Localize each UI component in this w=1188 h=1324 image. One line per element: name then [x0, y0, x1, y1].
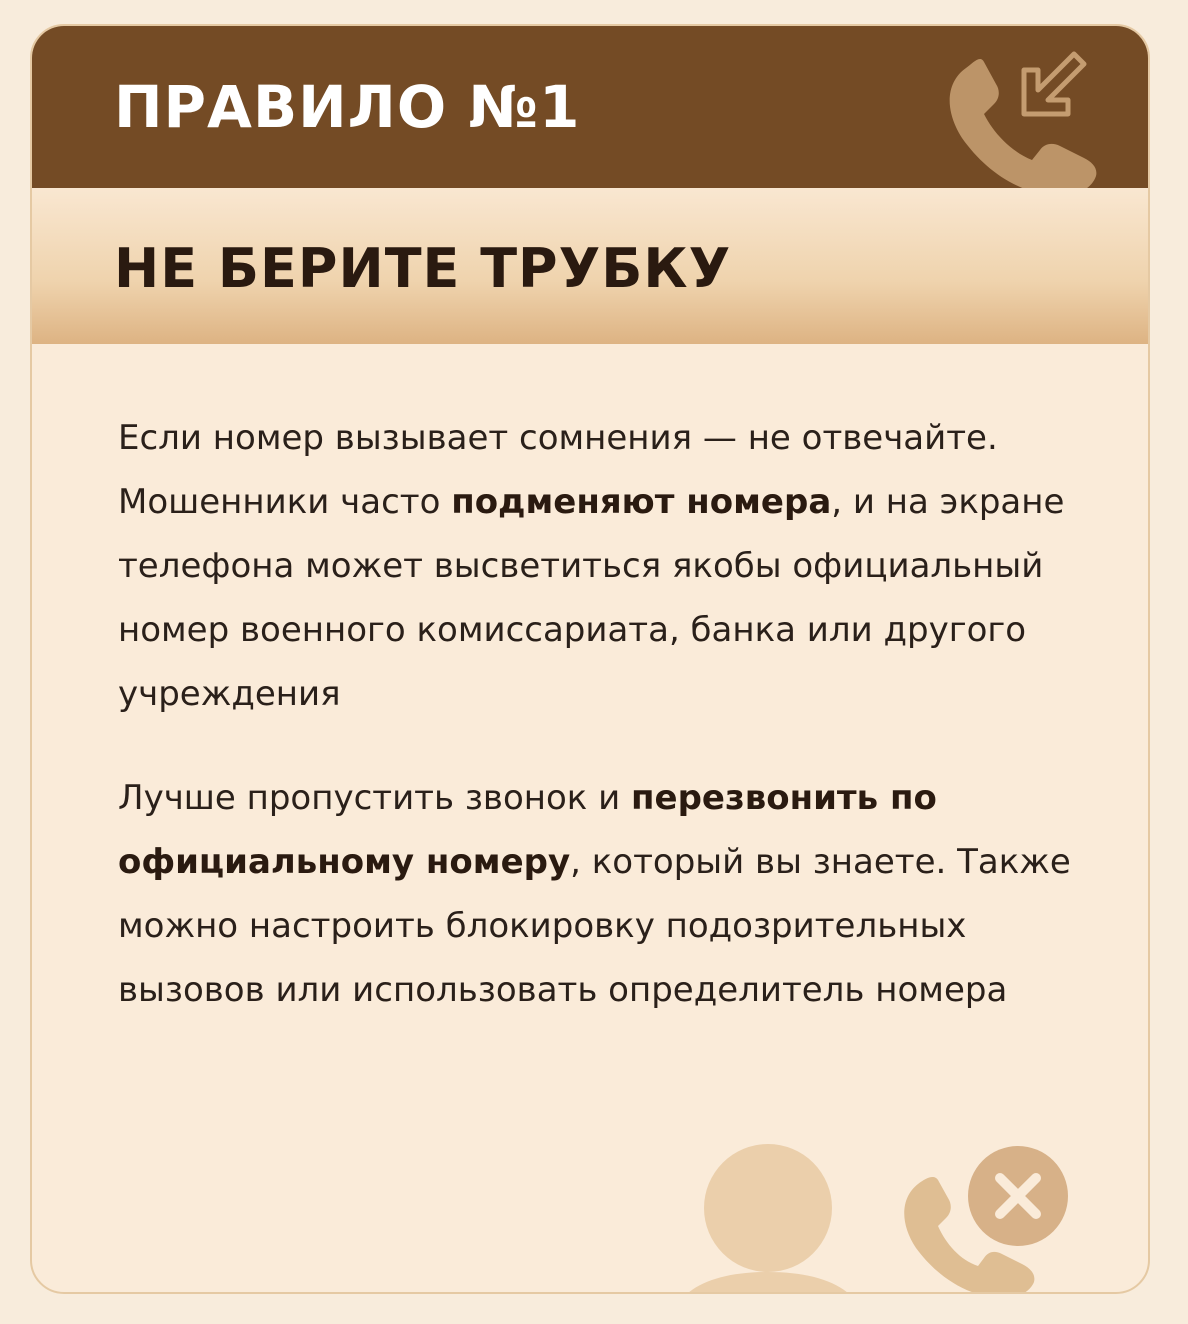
paragraph-text: Лучше пропустить звонок и: [118, 778, 632, 818]
paragraph-text: , который вы знаете. Также можно настроить блокировку подозрительных вызовов или использовать определитель номера: [118, 842, 1071, 1010]
rule-subtitle: НЕ БЕРИТЕ ТРУБКУ: [114, 237, 732, 300]
bottom-illustration: [652, 1126, 1082, 1294]
paragraph-text: Если номер вызывает сомнения — не отвечайте. Мошенники часто: [118, 418, 998, 522]
paragraph-advice: [118, 766, 1108, 1022]
paragraph-warning: [118, 406, 1108, 726]
paragraph-bold-text: перезвонить по официальному номеру: [118, 778, 937, 882]
person-icon: [672, 1144, 864, 1294]
rule-header: [32, 26, 1148, 188]
rule-card: [30, 24, 1150, 1294]
rule-title: ПРАВИЛО №1: [114, 73, 581, 141]
incoming-call-icon: [936, 40, 1106, 190]
declined-call-icon: [904, 1146, 1068, 1294]
rule-body: [118, 406, 1108, 1062]
rule-subtitle-band: [32, 188, 1148, 344]
paragraph-text: , и на экране телефона может высветиться якобы официальный номер военного комиссариата, банка или другого учреждения: [118, 482, 1065, 714]
paragraph-bold-text: подменяют номера: [451, 482, 832, 522]
